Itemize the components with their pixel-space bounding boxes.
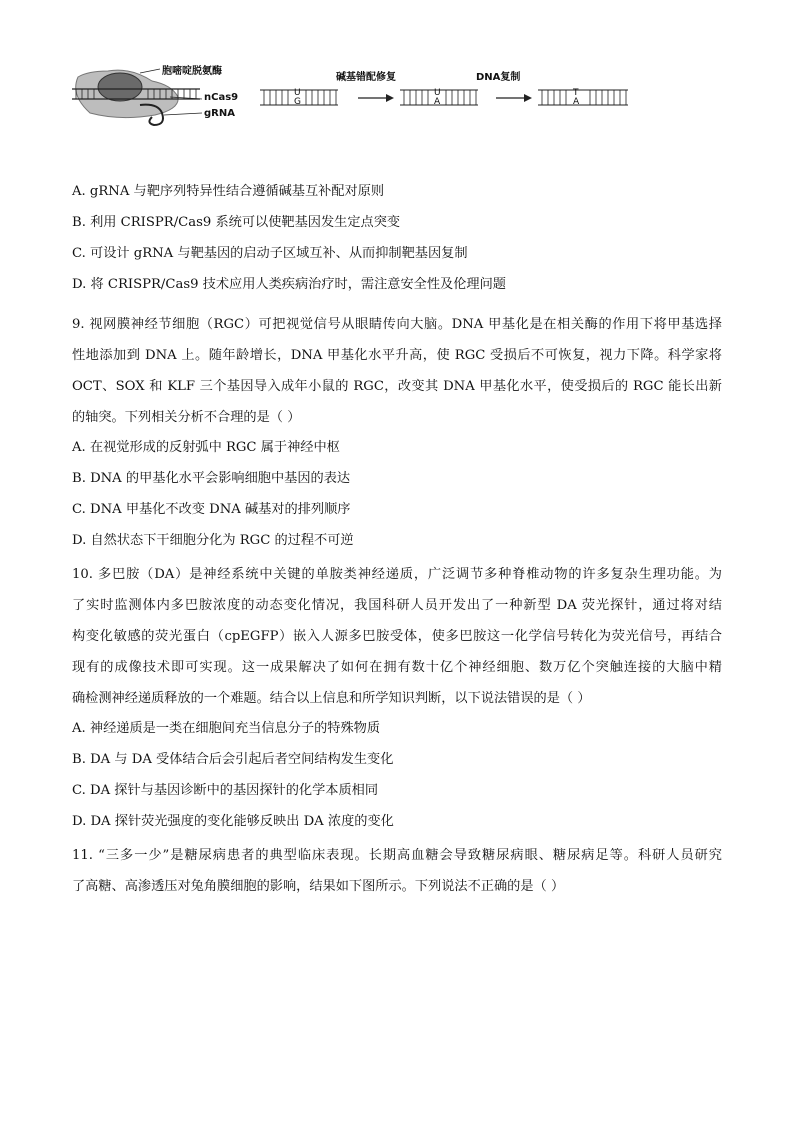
crispr-schematic-svg — [60, 55, 660, 135]
q10-stem-line-5: 确检测神经递质释放的一个难题。结合以上信息和所学知识判断，以下说法错误的是（ ） — [72, 691, 591, 706]
q8-option-d: D. 将 CRISPR/Cas9 技术应用人类疾病治疗时，需注意安全性及伦理问题 — [72, 277, 506, 292]
q10-option-a: A. 神经递质是一类在细胞间充当信息分子的特殊物质 — [72, 721, 381, 736]
q9-option-a: A. 在视觉形成的反射弧中 RGC 属于神经中枢 — [72, 440, 340, 455]
q10-option-d: D. DA 探针荧光强度的变化能够反映出 DA 浓度的变化 — [72, 814, 394, 829]
crispr-base-editing-figure — [60, 55, 660, 135]
label-deaminase: 胞嘧啶脱氨酶 — [162, 66, 222, 77]
q9-option-b: B. DNA 的甲基化水平会影响细胞中基因的表达 — [72, 471, 351, 486]
q9-stem-line-1: 9. 视网膜神经节细胞（RGC）可把视觉信号从眼睛传向大脑。DNA 甲基化是在相关酶的作用下将甲基选择 — [72, 317, 722, 332]
q9-option-c: C. DNA 甲基化不改变 DNA 碱基对的排列顺序 — [72, 502, 351, 517]
q10-option-b: B. DA 与 DA 受体结合后会引起后者空间结构发生变化 — [72, 752, 394, 767]
q10-option-c: C. DA 探针与基因诊断中的基因探针的化学本质相同 — [72, 783, 379, 798]
q10-stem-line-3: 构变化敏感的荧光蛋白（cpEGFP）嵌入人源多巴胺受体，使多巴胺这一化学信号转化为荧光信号，再结合 — [72, 629, 722, 644]
deaminase-shape — [98, 73, 142, 101]
q11-stem-line-2: 了高糖、高渗透压对兔角膜细胞的影响，结果如下图所示。下列说法不正确的是（ ） — [72, 879, 565, 894]
q9-stem-line-4: 的轴突。下列相关分析不合理的是（ ） — [72, 410, 301, 425]
base-pair-3-top: T — [573, 88, 579, 98]
base-pair-1-top: U — [294, 88, 301, 98]
dna-segment-3 — [538, 90, 628, 105]
label-grna: gRNA — [204, 108, 235, 119]
q10-stem-line-1: 10. 多巴胺（DA）是神经系统中关键的单胺类神经递质，广泛调节多种脊椎动物的许多复杂生理功能。为 — [72, 567, 722, 582]
q8-option-c: C. 可设计 gRNA 与靶基因的启动子区域互补、从而抑制靶基因复制 — [72, 246, 468, 261]
base-pair-3-bottom: A — [573, 97, 580, 107]
q9-stem-line-2: 性地添加到 DNA 上。随年龄增长，DNA 甲基化水平升高，使 RGC 受损后不可恢复，视力下降。科学家将 — [72, 348, 722, 363]
q9-option-d: D. 自然状态下干细胞分化为 RGC 的过程不可逆 — [72, 533, 354, 548]
base-pair-2-top: U — [434, 88, 441, 98]
q10-stem-line-4: 现有的成像技术即可实现。这一成果解决了如何在拥有数十亿个神经细胞、数万亿个突触连接的大脑中精 — [72, 660, 722, 675]
q11-stem-line-1: 11. “三多一少”是糖尿病患者的典型临床表现。长期高血糖会导致糖尿病眼、糖尿病足等。科研人员研究 — [72, 848, 722, 863]
q8-option-a: A. gRNA 与靶序列特异性结合遵循碱基互补配对原则 — [72, 184, 385, 199]
label-ncas9: nCas9 — [204, 92, 239, 103]
base-pair-2-bottom: A — [434, 97, 441, 107]
base-pair-1-bottom: G — [294, 97, 301, 107]
label-dna-replication: DNA复制 — [476, 72, 521, 83]
q8-option-b: B. 利用 CRISPR/Cas9 系统可以使靶基因发生定点突变 — [72, 215, 401, 230]
q9-stem-line-3: OCT、SOX 和 KLF 三个基因导入成年小鼠的 RGC，改变其 DNA 甲基化水平，使受损后的 RGC 能长出新 — [72, 379, 722, 394]
q10-stem-line-2: 了实时监测体内多巴胺浓度的动态变化情况，我国科研人员开发出了一种新型 DA 荧光探针，通过将对结 — [72, 598, 722, 613]
label-mismatch-repair: 碱基错配修复 — [336, 72, 396, 83]
